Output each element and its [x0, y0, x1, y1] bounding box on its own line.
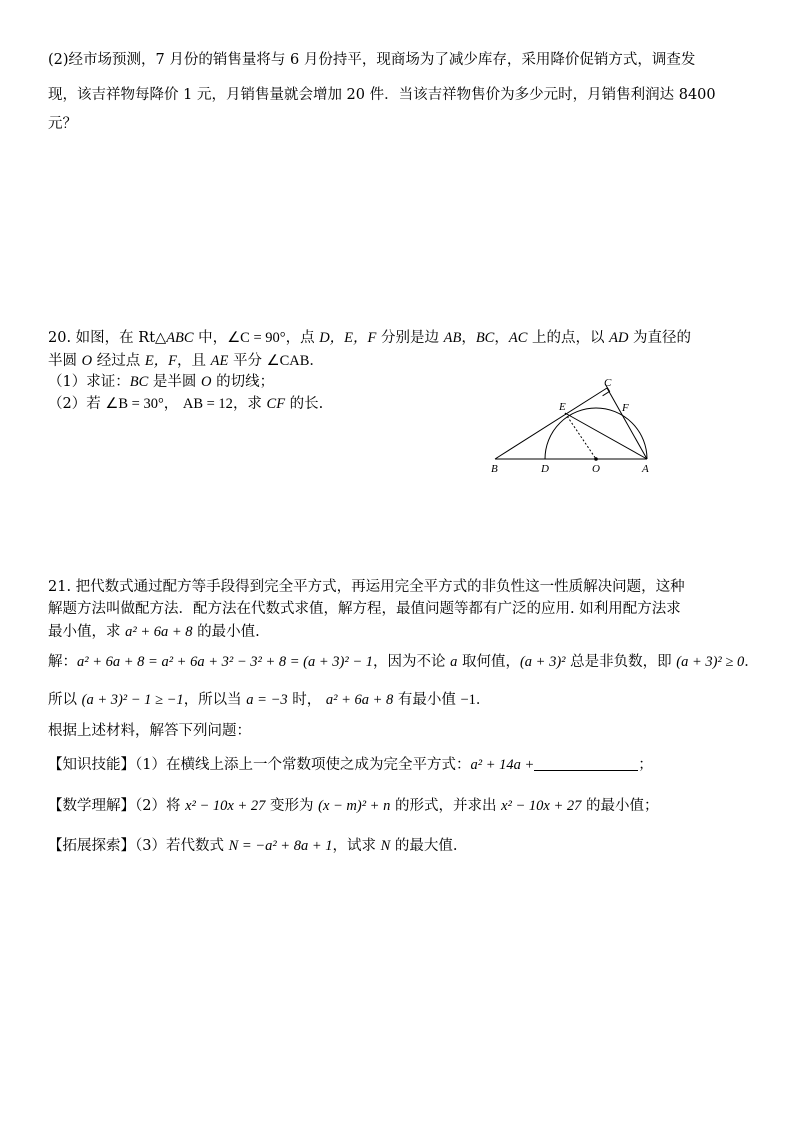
q21-solution-line1: 解：a² + 6a + 8 = a² + 6a + 3² − 3² + 8 = (a + 3)² − 1，因为不论 a 取何值，(a + 3)² 总是非负数，即 (a + 3)² ≥ 0．: [48, 654, 759, 670]
q19-2-line1: (2)经市场预测，7 月份的销售量将与 6 月份持平，现商场为了减少库存，采用降价促销方式，调查发: [48, 52, 696, 68]
q20-line2: 半圆 O 经过点 E，F，且 AE 平分 ∠CAB．: [48, 353, 324, 369]
q21-part2: 【数学理解】（2）将 x² − 10x + 27 变形为 (x − m)² + n 的形式，并求出 x² − 10x + 27 的最小值；: [48, 798, 659, 814]
q21-intro-line3: 最小值，求 a² + 6a + 8 的最小值.: [48, 624, 260, 640]
label-f: F: [622, 402, 629, 414]
geometry-figure: [485, 375, 665, 475]
q21-prompt: 根据上述材料，解答下列问题：: [48, 723, 251, 739]
label-a: A: [642, 463, 649, 475]
answer-blank[interactable]: [534, 756, 638, 771]
q21-part3: 【拓展探索】（3）若代数式 N = −a² + 8a + 1，试求 N 的最大值.: [48, 838, 458, 854]
q21-intro-line2: 解题方法叫做配方法．配方法在代数式求值，解方程，最值问题等都有广泛的应用. 如利用配方法求: [48, 601, 681, 617]
q20-part1: （1）求证：BC 是半圆 O 的切线；: [48, 374, 275, 390]
segment-eo-dashed: [565, 413, 596, 459]
center-point-o: [594, 457, 598, 461]
label-d: D: [541, 463, 549, 475]
q21-intro-line1: 21. 把代数式通过配方等手段得到完全平方式，再运用完全平方式的非负性这一性质解决问题，这种: [48, 579, 685, 595]
label-e: E: [559, 401, 566, 413]
segment-bc: [495, 388, 607, 459]
q20-part2: （2）若 ∠B = 30°， AB = 12，求 CF 的长.: [48, 396, 324, 412]
label-o: O: [592, 463, 600, 475]
q19-2-line3: 元？: [48, 116, 77, 132]
q19-2-line2: 现，该吉祥物每降价 1 元，月销售量就会增加 20 件．当该吉祥物售价为多少元时，月销售利润达 8400: [48, 87, 716, 103]
semicircle-o: [545, 408, 647, 459]
q21-part1: 【知识技能】（1）在横线上添上一个常数项使之成为完全平方式：a² + 14a + ；: [48, 757, 653, 773]
segment-ae: [565, 413, 647, 459]
q21-solution-line2: 所以 (a + 3)² − 1 ≥ −1，所以当 a = −3 时， a² + 6a + 8 有最小值 −1．: [48, 692, 491, 708]
q20-line1: 20. 如图，在 Rt△ABC 中，∠C = 90°，点 D，E，F 分别是边 AB，BC，AC 上的点，以 AD 为直径的: [48, 330, 692, 346]
label-b: B: [491, 463, 498, 475]
label-c: C: [604, 377, 612, 389]
